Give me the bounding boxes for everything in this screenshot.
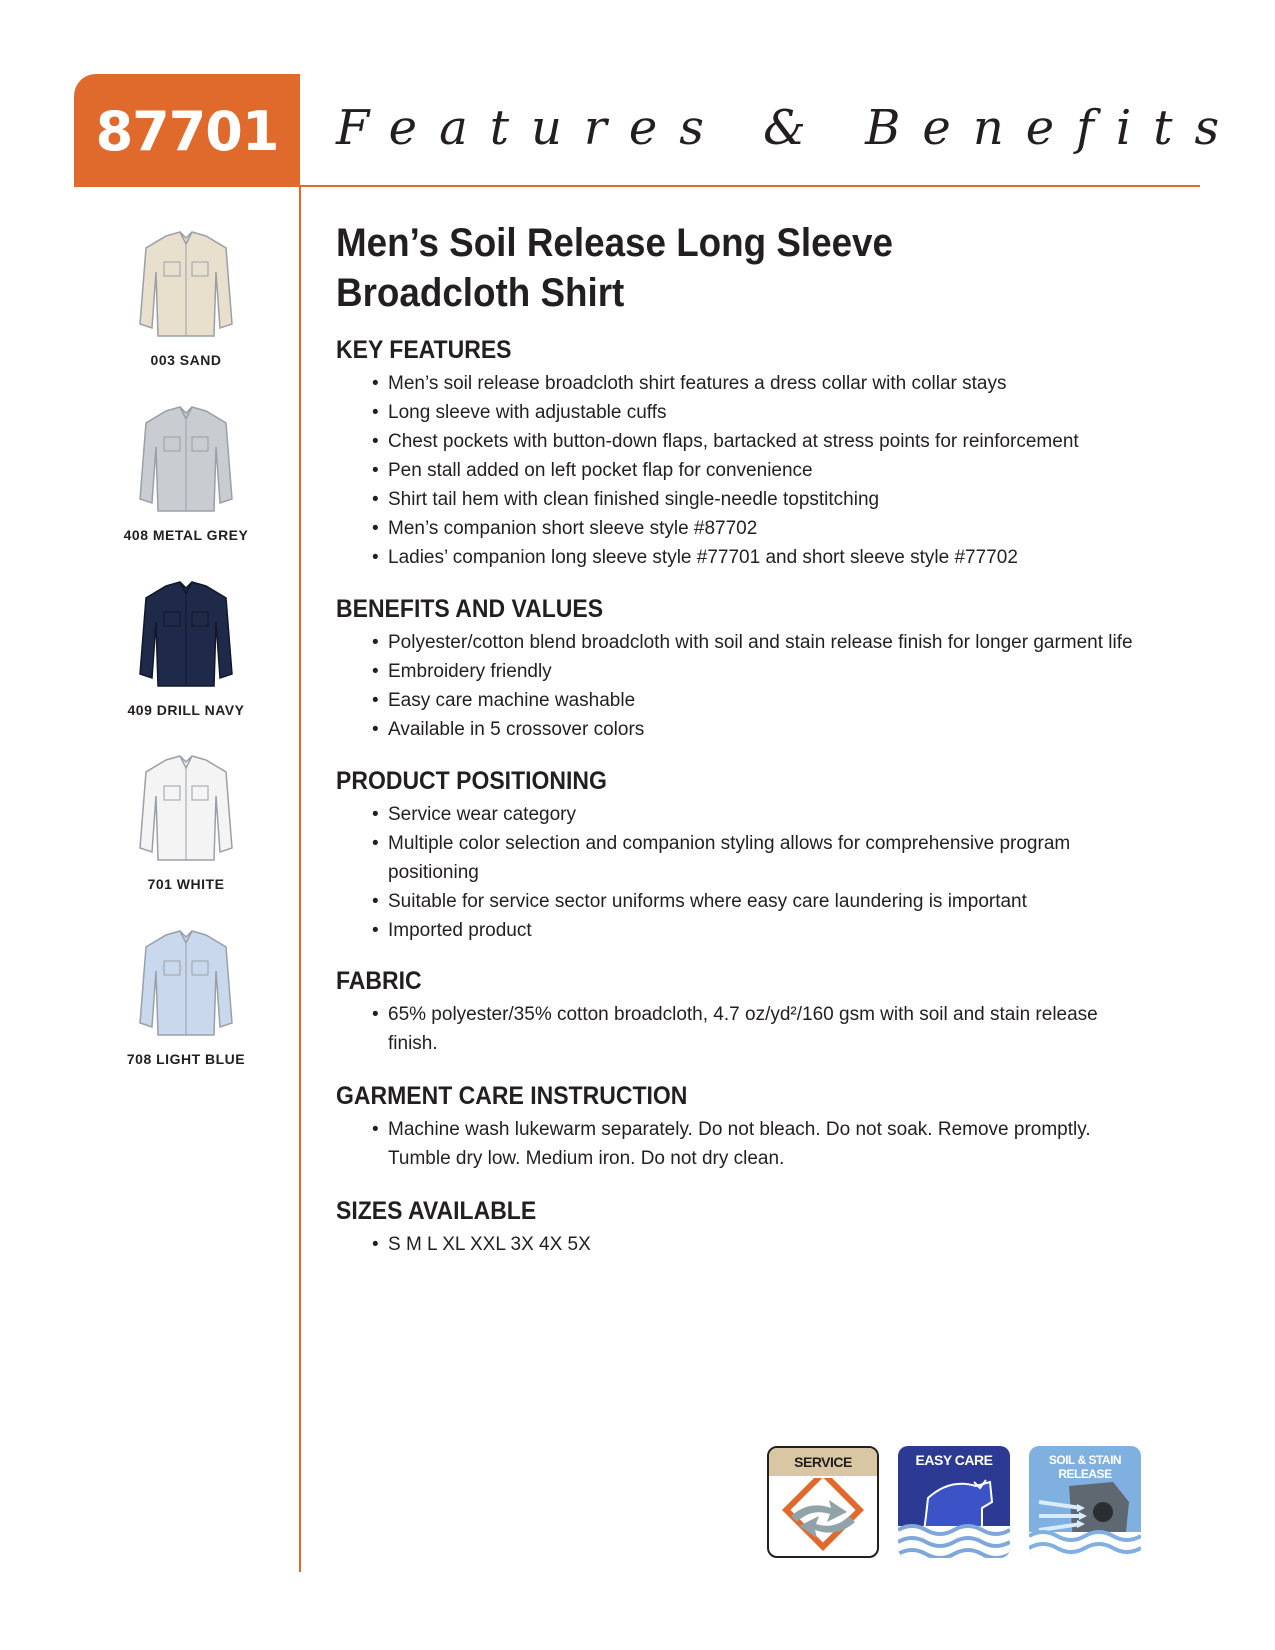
badge-label: SOIL & STAIN RELEASE xyxy=(1048,1453,1122,1481)
bullet-item: • Men’s soil release broadcloth shirt features a dress collar with collar stays xyxy=(372,369,1196,398)
header-divider xyxy=(300,185,1200,187)
bullet-list xyxy=(336,369,1196,572)
section-fabric xyxy=(336,966,1196,1058)
section-sizes xyxy=(336,1196,1196,1259)
shirt-icon xyxy=(136,927,236,1039)
section-key-features xyxy=(336,335,1196,572)
section-heading: SIZES AVAILABLE xyxy=(336,1197,537,1225)
section-care xyxy=(336,1081,1196,1173)
style-number: 87701 xyxy=(95,100,279,163)
swatch-label: 708 LIGHT BLUE xyxy=(126,1051,246,1067)
soil-stain-release-badge xyxy=(1029,1446,1141,1558)
section-heading: FABRIC xyxy=(336,967,422,995)
section-positioning xyxy=(336,766,1196,945)
bullet-item: • Available in 5 crossover colors xyxy=(372,715,1196,744)
bullet-item: • Suitable for service sector uniforms where easy care laundering is important xyxy=(372,887,1092,916)
bullet-list xyxy=(336,1000,1132,1058)
shirt-icon xyxy=(136,403,236,515)
bullet-item: • Service wear category xyxy=(372,800,1092,829)
easy-care-shirt-icon xyxy=(898,1468,1010,1558)
bullet-item: • Imported product xyxy=(372,916,1092,945)
swatch-image-light-blue xyxy=(130,927,242,1039)
style-number-box xyxy=(74,74,300,187)
bullet-list xyxy=(336,800,1092,945)
service-arrows-icon xyxy=(769,1478,877,1558)
badge-label: SERVICE xyxy=(794,1454,852,1470)
bullet-item: • Polyester/cotton blend broadcloth with soil and stain release finish for longer garment life xyxy=(372,628,1196,657)
shirt-icon xyxy=(136,752,236,864)
bullet-list xyxy=(336,1115,1132,1173)
bullet-item: • Multiple color selection and companion styling allows for comprehensive program positioning xyxy=(372,829,1092,887)
swatch-image-metal-grey xyxy=(130,403,242,515)
section-heading: KEY FEATURES xyxy=(336,336,512,364)
service-badge xyxy=(767,1446,879,1558)
bullet-item: • Chest pockets with button-down flaps, bartacked at stress points for reinforcement xyxy=(372,427,1196,456)
section-heading: BENEFITS AND VALUES xyxy=(336,595,604,623)
bullet-item: • Machine wash lukewarm separately. Do not bleach. Do not soak. Remove promptly. Tumble dry low. Medium iron. Do not dry clean. xyxy=(372,1115,1132,1173)
section-heading: PRODUCT POSITIONING xyxy=(336,767,607,795)
product-title xyxy=(336,218,1090,318)
bullet-list xyxy=(336,628,1196,744)
easy-care-badge xyxy=(898,1446,1010,1558)
product-title-line: Broadcloth Shirt xyxy=(336,271,625,315)
page-title: Features & Benefits xyxy=(336,100,1242,156)
shirt-icon xyxy=(136,578,236,690)
swatch-label: 409 DRILL NAVY xyxy=(127,702,245,718)
bullet-item: • Pen stall added on left pocket flap for convenience xyxy=(372,456,1196,485)
bullet-item: • Shirt tail hem with clean finished single-needle topstitching xyxy=(372,485,1196,514)
soil-release-icon xyxy=(1029,1472,1141,1558)
bullet-item: • Ladies’ companion long sleeve style #77701 and short sleeve style #77702 xyxy=(372,543,1196,572)
swatch-label: 003 SAND xyxy=(150,352,222,368)
swatch-label: 408 METAL GREY xyxy=(123,527,249,543)
section-benefits xyxy=(336,594,1196,744)
swatch-image-drill-navy xyxy=(130,578,242,690)
bullet-list xyxy=(336,1230,1196,1259)
section-heading: GARMENT CARE INSTRUCTION xyxy=(336,1082,688,1110)
bullet-item: • S M L XL XXL 3X 4X 5X xyxy=(372,1230,1196,1259)
bullet-item: • Easy care machine washable xyxy=(372,686,1196,715)
product-title-line: Men’s Soil Release Long Sleeve xyxy=(336,221,893,265)
swatch-image-white xyxy=(130,752,242,864)
sidebar-divider xyxy=(299,186,301,1572)
badge-label: EASY CARE xyxy=(915,1452,993,1468)
bullet-item: • Embroidery friendly xyxy=(372,657,1196,686)
bullet-item: • Long sleeve with adjustable cuffs xyxy=(372,398,1196,427)
swatch-label: 701 WHITE xyxy=(147,876,225,892)
shirt-icon xyxy=(136,228,236,340)
bullet-item: • 65% polyester/35% cotton broadcloth, 4.7 oz/yd²/160 gsm with soil and stain release finish. xyxy=(372,1000,1132,1058)
bullet-item: • Men’s companion short sleeve style #87702 xyxy=(372,514,1196,543)
swatch-image-sand xyxy=(130,228,242,340)
